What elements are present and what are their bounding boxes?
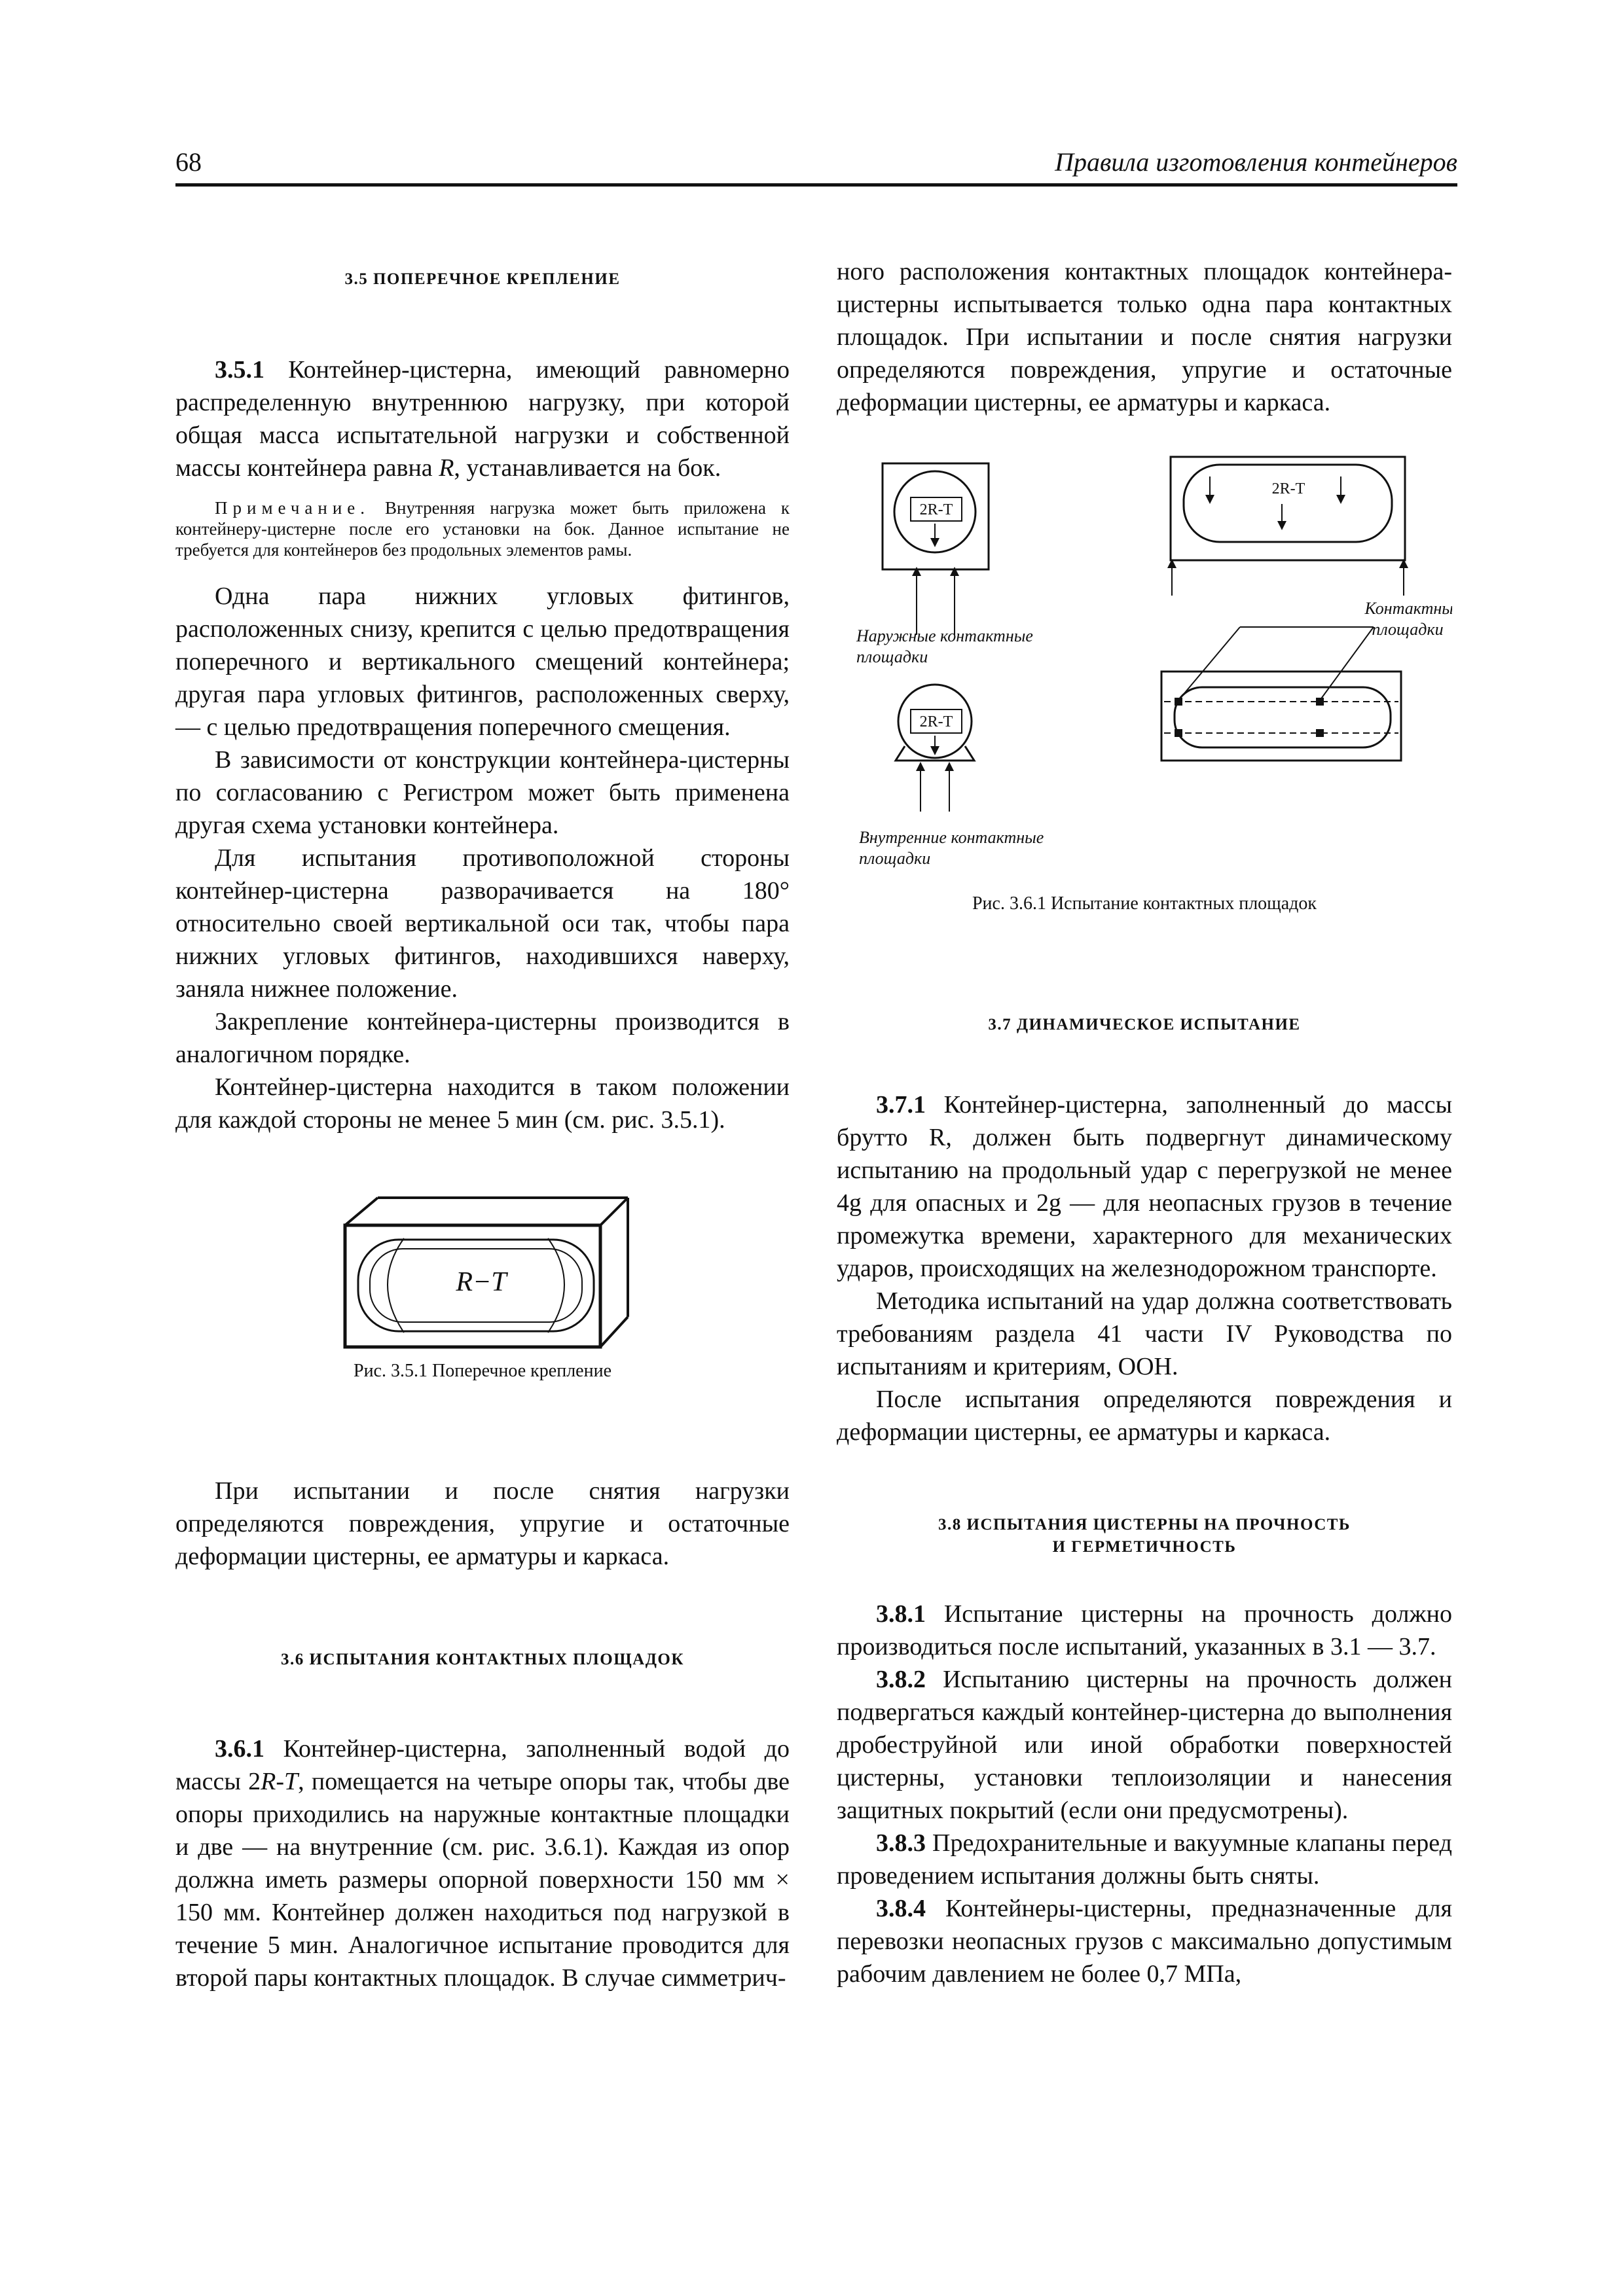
- inner-pads-label-1: Внутренние контактные: [859, 828, 1044, 847]
- section-3-6-heading: 3.6 ИСПЫТАНИЯ КОНТАКТНЫХ ПЛОЩАДОК: [281, 1651, 684, 1668]
- paragraph-after-3-7: После испытания определяются повреждения и деформации цистерны, ее арматуры и каркаса.: [837, 1386, 1452, 1446]
- left-column: [175, 255, 790, 1994]
- contact-pads-diagram: [837, 439, 1452, 884]
- paragraph-3-5-1: 3.5.1 Контейнер-цистерна, имеющий равномерно распределенную внутреннюю нагрузку, при которой общая масса испытательной нагрузки и собственной массы контейнера равна R, устанавливается на бок.: [175, 356, 790, 482]
- paragraph-opposite: Для испытания противоположной стороны контейнер-цистерна разворачивается на 180° относительно своей вертикальной оси так, чтобы пара нижних угловых фитингов, находившихся наверху, заняла нижнее положение.: [175, 844, 790, 1003]
- paragraph-3-8-3: 3.8.3 Предохранительные и вакуумные клапаны перед проведением испытания должны быть сняты.: [837, 1829, 1452, 1890]
- paragraph-continued: ного расположения контактных площадок контейнера-цистерны испытывается только одна пара контактных площадок. При испытании и после снятия нагрузки определяются повреждения, упругие и остаточные деформации цистерны, ее арматуры и каркаса.: [837, 258, 1452, 416]
- page-header: [175, 143, 1457, 187]
- inner-pads-label-2: площадки: [859, 849, 931, 868]
- paragraph-3-7-1: 3.7.1 Контейнер-цистерна, заполненный до массы брутто R, должен быть подвергнут динамическому испытанию на продольный удар с перегрузкой не менее 4g для опасных и 2g — для неопасных грузов в течение промежутка времени, характерного для механических ударов, происходящих на железнодорожном транспорте.: [837, 1091, 1452, 1282]
- fig-2rt-label-c: 2R-T: [919, 713, 953, 730]
- section-3-8-heading-line2: И ГЕРМЕТИЧНОСТЬ: [1052, 1538, 1237, 1556]
- paragraph-depend: В зависимости от конструкции контейнера-цистерны по согласованию с Регистром может быть применена другая схема установки контейнера.: [175, 746, 790, 839]
- paragraph-3-6-1: 3.6.1 Контейнер-цистерна, заполненный водой до массы 2R-T, помещается на четыре опоры так, чтобы две опоры приходились на наружные контактные площадки и две — на внутренние (см. рис. 3.6.1). Каждая из опор должна иметь размеры опорной поверхности 150 мм × 150 мм. Контейнер должен находиться под нагрузкой в течение 5 мин. Аналогичное испытание проводится для второй пары контактных площадок. В случае симметрич-: [175, 1735, 790, 1992]
- page-number: 68: [175, 147, 202, 177]
- figure-3-5-1-label: R−T: [456, 1267, 507, 1297]
- paragraph-3-8-2: 3.8.2 Испытанию цистерны на прочность должен подвергаться каждый контейнер-цистерна до выполнения дробеструйной или иной обработки поверхностей цистерны, установки теплоизоляции и нанесения защитных покрытий (если они предусмотрены).: [837, 1666, 1452, 1824]
- figure-3-6-1: [837, 439, 1452, 916]
- paragraph-method: Методика испытаний на удар должна соответствовать требованиям раздела 41 части IV Руководства по испытаниям и критериям, ООН.: [837, 1287, 1452, 1380]
- section-3-7-heading: 3.7 ДИНАМИЧЕСКОЕ ИСПЫТАНИЕ: [988, 1016, 1301, 1033]
- figure-3-6-1-caption: Рис. 3.6.1 Испытание контактных площадок: [972, 893, 1317, 914]
- paragraph-3-8-4: 3.8.4 Контейнеры-цистерны, предназначенные для перевозки неопасных грузов с максимально допустимым рабочим давлением не более 0,7 МПа,: [837, 1895, 1452, 1988]
- section-3-8-heading-line1: 3.8 ИСПЫТАНИЯ ЦИСТЕРНЫ НА ПРОЧНОСТЬ: [938, 1516, 1351, 1534]
- paragraph-fittings: Одна пара нижних угловых фитингов, расположенных снизу, крепится с целью предотвращения поперечного и вертикального смещений контейнера; другая пара угловых фитингов, расположенных сверху, — с целью предотвращения поперечного смещения.: [175, 583, 790, 741]
- paragraph-time: Контейнер-цистерна находится в таком положении для каждой стороны не менее 5 мин (см. рис. 3.5.1).: [175, 1073, 790, 1134]
- figure-3-5-1: [175, 1193, 790, 1383]
- running-title: Правила изготовления контейнеров: [1055, 147, 1457, 177]
- note-3-5-1: Примечание. Внутренняя нагрузка может быть приложена к контейнеру-цистерне после его установки на бок. Данное испытание не требуется для контейнеров без продольных элементов рамы.: [175, 498, 790, 560]
- paragraph-after-test: При испытании и после снятия нагрузки определяются повреждения, упругие и остаточные деформации цистерны, ее арматуры и каркаса.: [175, 1477, 790, 1570]
- section-3-5-heading: 3.5 ПОПЕРЕЧНОЕ КРЕПЛЕНИЕ: [344, 270, 621, 288]
- right-column: [837, 255, 1452, 1990]
- figure-3-5-1-caption: Рис. 3.5.1 Поперечное крепление: [354, 1361, 611, 1381]
- fig-2rt-label-b: 2R-T: [1271, 480, 1305, 497]
- transverse-fixing-diagram: [332, 1193, 633, 1356]
- outer-pads-label-1: Наружные контактные: [856, 626, 1033, 645]
- outer-pads-label-2: площадки: [856, 647, 928, 666]
- contact-pads-label-2: площадки: [1372, 620, 1444, 639]
- contact-pads-label-1: Контактные: [1364, 599, 1452, 618]
- fig-2rt-label-a: 2R-T: [919, 501, 953, 518]
- paragraph-fix: Закрепление контейнера-цистерны производится в аналогичном порядке.: [175, 1008, 790, 1068]
- paragraph-3-8-1: 3.8.1 Испытание цистерны на прочность должно производиться после испытаний, указанных в 3.1 — 3.7.: [837, 1600, 1452, 1660]
